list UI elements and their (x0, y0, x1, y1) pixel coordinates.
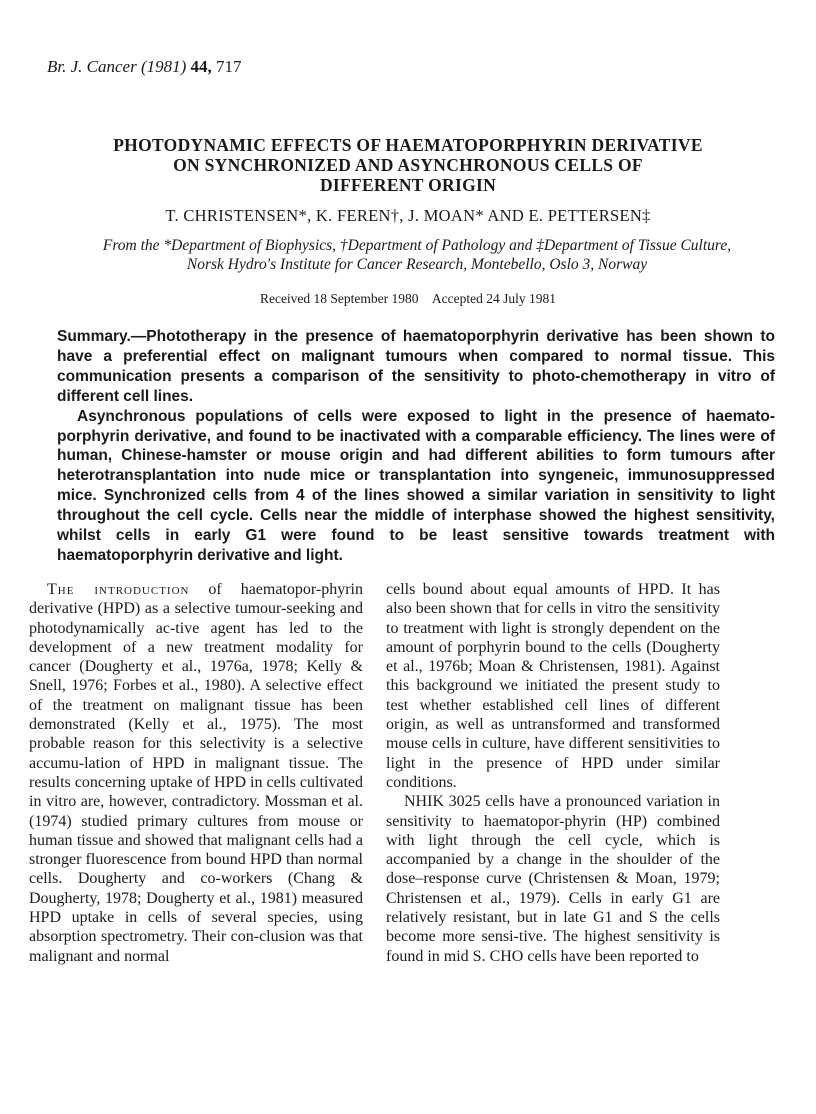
received-date: Received 18 September 1980 (259, 291, 419, 306)
journal-year: (1981) (140, 57, 187, 76)
journal-page: 717 (216, 57, 242, 76)
accepted-date: Accepted 24 July 1981 (431, 291, 557, 306)
affiliation-line: From the *Department of Biophysics, †Department of Pathology and ‡Department of Tissue Culture, (102, 237, 732, 254)
body-paragraph-nhik: NHIK 3025 cells have a pronounced variation in sensitivity to haematopor-phyrin (HP) combined with light through the cell cycle, which is accompanied by a change in the shoulder of the dose–response curve (Christensen & Moan, 1979; Christensen et al., 1979). Cells in early G1 are relatively resistant, but in late G1 and S the cells become more sensi-tive. The highest sensitivity is found in mid S. CHO cells have been reported to (386, 793, 720, 965)
title-line: PHOTODYNAMIC EFFECTS OF HAEMATOPORPHYRIN DERIVATIVE (113, 135, 703, 155)
title-line: ON SYNCHRONIZED AND ASYNCHRONOUS CELLS OF (173, 155, 643, 175)
summary-paragraph-2: Asynchronous populations of cells were exposed to light in the presence of haemato-porphyrin derivative, and found to be inactivated with a comparable efficiency. The lines were of human, Chinese-hamster or mouse origin and had different abilities to form tumours after heterotransplantation into nude mice or transplantation into syngeneic, immunosuppressed mice. Synchronized cells from 4 of the lines showed a similar variation in sensitivity to light throughout the cell cycle. Cells near the middle of interphase showed the highest sensitivity, whilst cells in early G1 were found to be least sensitive towards treatment with haematoporphyrin derivative and light. (57, 407, 775, 564)
affiliation (47, 236, 787, 274)
intro-paragraph: of haematopor-phyrin derivative (HPD) as a selective tumour-seeking and photodynamically ac-tive agent has led to the development of a new treatment modality for cancer (Dougherty et al., 1976a, 1978; Kelly & Snell, 1976; Forbes et al., 1980). A selective effect of the treatment on malignant tissue has been demonstrated (Kelly et al., 1975). The most probable reason for this selectivity is a selective accumu-lation of HPD in malignant tissue. The results concerning uptake of HPD in cells cultivated in vitro are, however, contradictory. Mossman et al. (1974) studied primary cultures from mouse or human tissue and showed that malignant cells had a stronger fluorescence from bound HPD than normal cells. Dougherty and co-workers (Chang & Dougherty, 1978; Dougherty et al., 1981) measured HPD uptake in cells of several species, using absorption spectrometry. Their con-clusion was that malignant and normal (29, 581, 363, 965)
summary-abstract (57, 327, 775, 566)
affiliation-line: Norsk Hydro's Institute for Cancer Research, Montebello, Oslo 3, Norway (186, 256, 648, 273)
body-column-right (386, 580, 720, 966)
journal-name: Br. J. Cancer (47, 57, 137, 76)
body-paragraph-continued: cells bound about equal amounts of HPD. It has also been shown that for cells in vitro the sensitivity to treatment with light is strongly dependent on the amount of porphyrin bound to the cells (Dougherty et al., 1976b; Moan & Christensen, 1981). Against this background we initiated the present study to test whether established cell lines of different origin, as well as untransformed and transformed mouse cells in culture, have different sensitivities to light in the presence of HPD under similar conditions. (386, 581, 720, 791)
journal-volume: 44, (190, 57, 212, 76)
article-dates (0, 291, 816, 307)
article-title (40, 135, 776, 195)
intro-lead-words: The introduction (47, 581, 190, 598)
body-column-left (29, 580, 363, 966)
author-list: T. CHRISTENSEN*, K. FEREN†, J. MOAN* AND E. PETTERSEN‡ (165, 206, 651, 225)
summary-paragraph-1: Summary.—Phototherapy in the presence of haematoporphyrin derivative has been shown to have a preferential effect on malignant tumours when compared to normal tissue. This communication presents a comparison of the sensitivity to photo-chemotherapy in vitro of different cell lines. (57, 328, 775, 405)
title-line: DIFFERENT ORIGIN (319, 175, 497, 195)
journal-citation (47, 57, 242, 77)
